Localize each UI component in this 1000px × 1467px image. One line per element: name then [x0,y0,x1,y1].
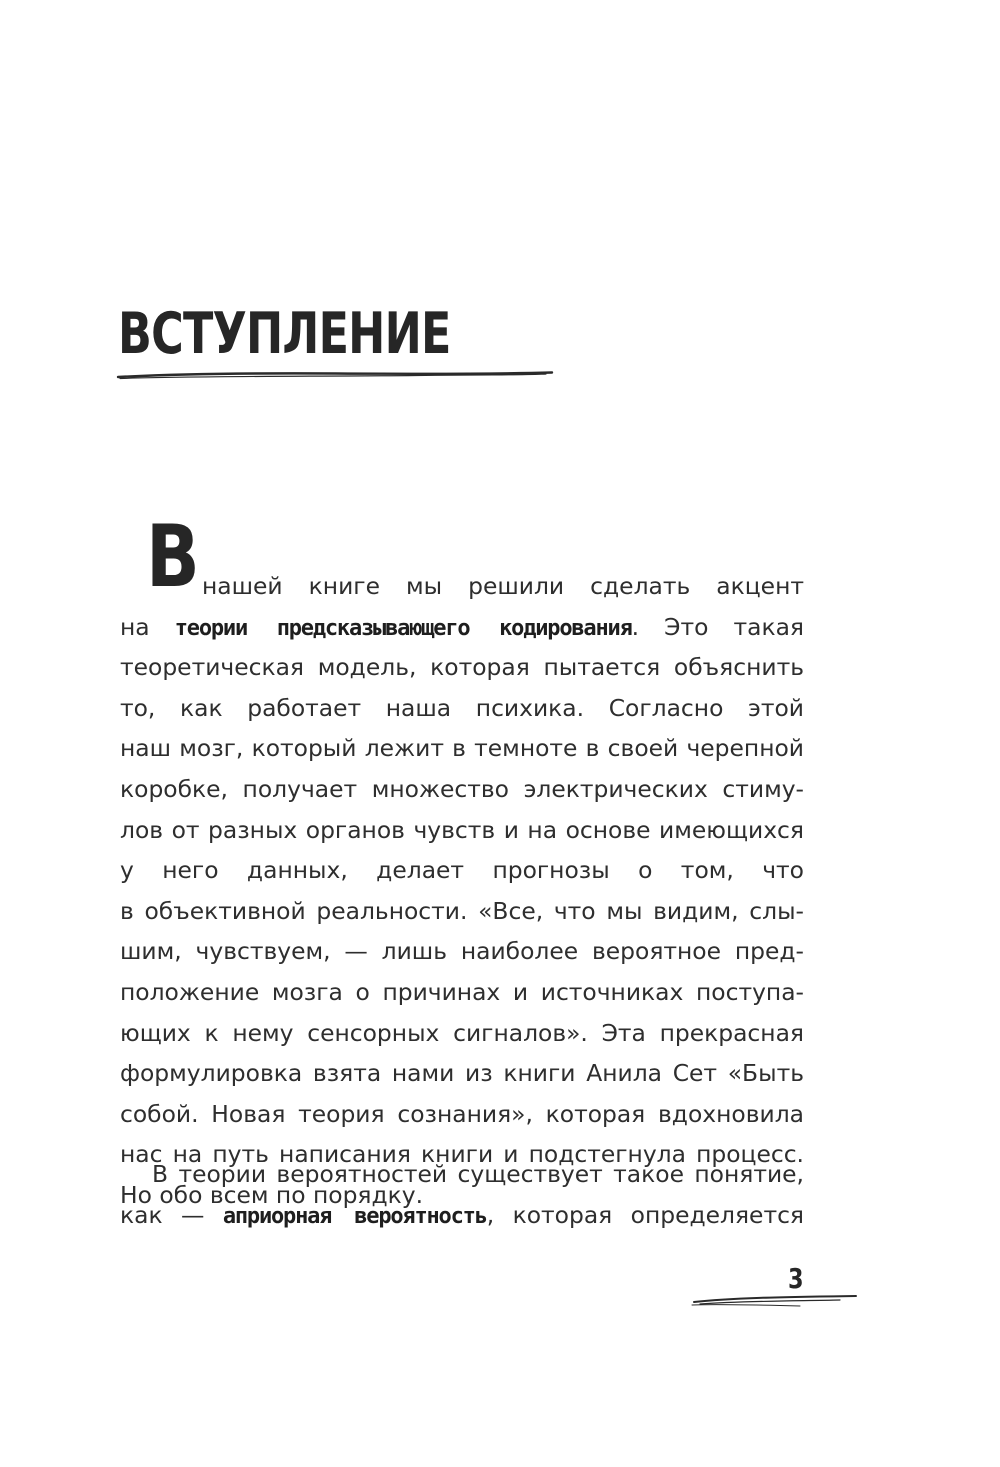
chapter-title: ВСТУПЛЕНИЕ [118,301,451,367]
text-line [120,566,804,607]
second-paragraph [120,1154,804,1235]
text-fragment: , которая определяется [486,1200,804,1229]
page-number: 3 [788,1262,804,1295]
text-line: в объективной реальности. «Все, что мы видим, слы- [120,896,804,925]
text-line: лов от разных органов чувств и на основе имеющихся [120,815,804,844]
text-line: положение мозга о причинах и источниках поступа- [120,977,804,1006]
highlight-term: априорная вероятность [222,1203,487,1229]
title-underline [116,368,556,382]
text-line: наш мозг, который лежит в темноте в своей черепной [120,734,804,763]
text-line: нас на путь написания книги и подстегнула процесс. [120,1140,804,1169]
text-fragment: . Это такая [631,612,804,641]
text-fragment: нашей книге мы решили сделать акцент [202,572,804,600]
text-fragment: как — [120,1200,205,1229]
intro-paragraph [120,566,804,1216]
text-line: собой. Новая теория сознания», которая вдохновила [120,1099,804,1128]
text-line: Но обо всем по порядку. [120,1180,424,1209]
page-number-underline [690,1288,860,1312]
highlight-term: теории предсказывающего кодирования [174,615,632,641]
text-line: формулировка взята нами из книги Анила Сет «Быть [120,1059,804,1088]
text-line: шим, чувствуем, — лишь наиболее вероятное пред- [120,937,804,966]
text-line: ющих к нему сенсорных сигналов». Эта прекрасная [120,1018,804,1047]
text-line [120,607,804,648]
text-line: коробке, получает множество электрических стиму- [120,774,804,803]
drop-cap: В [146,507,200,607]
text-fragment: на [120,612,150,641]
text-line: теоретическая модель, которая пытается объяснить [120,653,804,682]
text-line: то, как работает наша психика. Согласно этой [120,693,804,722]
text-line: В теории вероятностей существует такое понятие, [152,1160,804,1188]
text-line: у него данных, делает прогнозы о том, что [120,856,804,885]
text-line [120,1195,804,1236]
